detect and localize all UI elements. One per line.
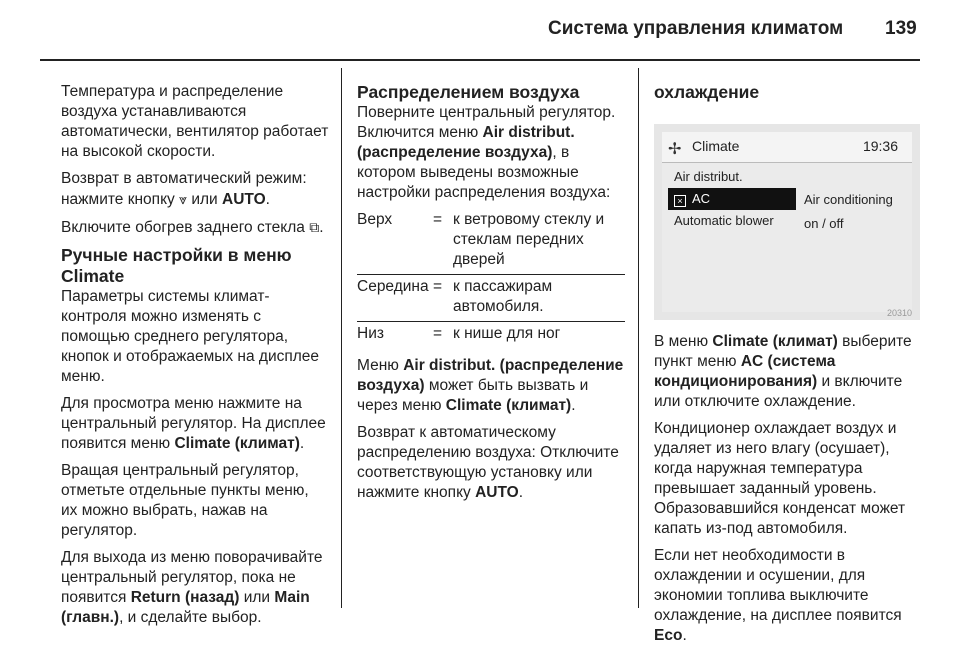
text: Для просмотра меню нажмите на центральный регулятор. На дисплее появится меню: [61, 395, 326, 452]
paragraph: Вращая центральный регулятор, отметьте отдельные пункты меню, их можно выбрать, нажав на регулятор.: [61, 462, 309, 539]
paragraph: [61, 217, 329, 238]
climate-screen-figure: [654, 124, 920, 320]
paragraph: [357, 423, 625, 503]
text: .: [299, 435, 305, 452]
display-screen: [662, 132, 912, 312]
paragraph: [357, 103, 625, 203]
menu-item-label: AC: [692, 191, 711, 206]
paragraph: [61, 394, 329, 454]
paragraph: [357, 356, 625, 416]
table-cell-eq: =: [433, 325, 443, 342]
text: .: [265, 191, 270, 208]
recirculation-auto-icon: ⩔: [179, 191, 187, 207]
text: .: [682, 627, 687, 644]
page-header-title: Система управления климатом: [548, 18, 844, 39]
text: .: [518, 484, 524, 501]
table-row: [357, 275, 625, 322]
text: , в котором выведены возможные настройки распределения воздуха:: [357, 144, 611, 201]
table-cell-value: к нише для ног: [453, 325, 561, 342]
header-rule: [40, 59, 920, 61]
section-heading: охлаждение: [654, 82, 760, 102]
rear-window-heating-icon: ⧉: [309, 219, 320, 235]
column-2: [357, 82, 625, 510]
text: В меню: [654, 333, 709, 350]
screen-title: Climate: [692, 138, 740, 154]
text: .: [319, 219, 324, 236]
fan-icon: ✢: [668, 141, 682, 158]
page-number: 139: [885, 18, 917, 39]
bold-term: Air distribut. (распределение воздуха): [357, 357, 624, 394]
text: и включите или отключите охлаждение.: [654, 373, 903, 410]
screen-time: 19:36: [862, 138, 898, 154]
table-cell-key: Верх: [357, 210, 433, 275]
auto-label: AUTO: [222, 191, 266, 208]
bold-term: Return (назад): [130, 589, 240, 606]
table-cell-eq: =: [433, 275, 453, 322]
paragraph: [654, 546, 922, 646]
paragraph: Температура и распределение воздуха устанавливаются автоматически, вентилятор работает на высокой скорости.: [61, 83, 329, 160]
bold-term: Climate (климат): [445, 397, 572, 414]
text: Возврат в автоматический режим: нажмите кнопку: [61, 170, 307, 208]
climate-menu: [668, 166, 796, 232]
paragraph: [61, 548, 329, 628]
text: Меню: [357, 357, 399, 374]
text: Поверните центральный регулятор. Включится меню: [357, 104, 616, 141]
detail-line: Air conditioning: [804, 192, 893, 207]
paragraph: [654, 332, 922, 412]
table-cell-key: Середина: [357, 275, 433, 322]
detail-line: on / off: [804, 216, 844, 231]
text: выберите пункт меню: [654, 333, 912, 370]
screen-title-bar: [662, 132, 912, 163]
text: Возврат к автоматическому распределению воздуха: Отключите соответствующую установку или нажмите кнопку: [357, 424, 619, 501]
bold-term: Main (главн.): [61, 589, 310, 626]
table-cell-eq: =: [433, 210, 453, 275]
column-divider-1: [341, 68, 342, 608]
bold-term: Climate (климат): [174, 435, 300, 452]
bold-term: AC (система кондиционирования): [654, 353, 836, 390]
column-divider-2: [638, 68, 639, 608]
table-cell-value: к ветровому стеклу и стеклам передних дверей: [453, 210, 625, 275]
column-1: [61, 82, 329, 635]
table-row: [357, 322, 625, 349]
text: может быть вызвать и через меню: [357, 377, 589, 414]
menu-detail-panel: [804, 188, 893, 236]
section-heading: Ручные настройки в меню Climate: [61, 245, 292, 286]
bold-term: Air distribut. (распределение воздуха): [357, 124, 575, 161]
text: Если нет необходимости в охлаждении и осушении, для экономии топлива выключите охлаждение, на дисплее появится: [654, 547, 902, 624]
column-3-text: [654, 332, 922, 653]
checkbox-icon: ×: [674, 195, 686, 207]
paragraph: Параметры системы климат-контроля можно изменять с помощью среднего регулятора, кнопок и отображаемых на дисплее меню.: [61, 288, 320, 385]
air-distribution-table: [357, 210, 625, 348]
text: .: [571, 397, 576, 414]
menu-item-automatic-blower[interactable]: Automatic blower: [674, 213, 774, 228]
figure-number: 20310: [886, 308, 912, 318]
bold-term: Climate (климат): [712, 333, 838, 350]
table-cell-key: Низ: [357, 325, 384, 342]
bold-term: AUTO: [475, 484, 519, 501]
text: , и сделайте выбор.: [119, 609, 262, 626]
text: Для выхода из меню поворачивайте центральный регулятор, пока не появится: [61, 549, 323, 606]
table-row: [357, 210, 625, 275]
text: или: [243, 589, 271, 606]
menu-item-air-distribution[interactable]: Air distribut.: [674, 169, 743, 184]
paragraph: Кондиционер охлаждает воздух и удаляет из него влагу (осушает), когда наружная температура превышает заданный уровень. Образовавшийся конденсат может капать из-под автомобиля.: [654, 420, 906, 537]
text: или: [191, 191, 218, 208]
column-3: [654, 82, 922, 103]
table-cell-value: к пассажирам автомобиля.: [453, 275, 625, 322]
paragraph: [61, 169, 329, 210]
text: Включите обогрев заднего стекла: [61, 219, 305, 236]
bold-term: Eco: [654, 627, 683, 644]
section-heading: Распределением воздуха: [357, 82, 580, 102]
menu-item-ac[interactable]: [668, 188, 796, 210]
